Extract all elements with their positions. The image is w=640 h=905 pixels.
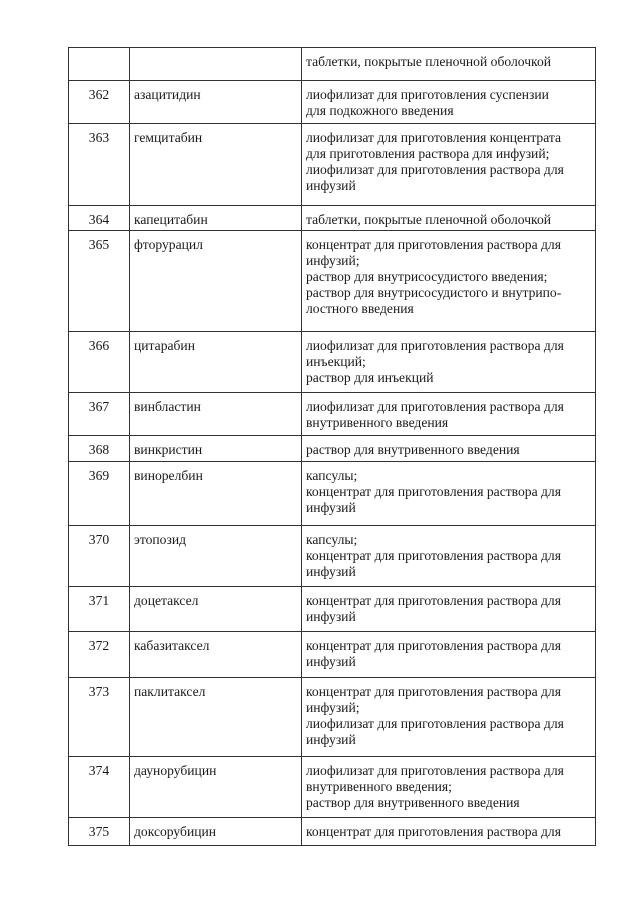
table-row [69,632,596,678]
table-row [69,436,596,462]
drug-name-cell: доксорубицин [130,818,302,846]
row-number-cell: 370 [69,526,130,587]
dosage-form-cell: концентрат для приготовления раствора для инфузий [302,632,596,678]
dosage-form-cell: капсулы; концентрат для приготовления раствора для инфузий [302,526,596,587]
row-number-cell: 365 [69,231,130,332]
table-row [69,757,596,818]
drug-name-cell: фторурацил [130,231,302,332]
table-row [69,124,596,206]
table-row [69,81,596,124]
table-row [69,587,596,632]
table-row [69,231,596,332]
row-number-cell: 366 [69,332,130,393]
row-number-cell: 362 [69,81,130,124]
row-number-cell: 372 [69,632,130,678]
dosage-form-cell: концентрат для приготовления раствора для [302,818,596,846]
drug-name-cell: винкристин [130,436,302,462]
drug-name-cell: паклитаксел [130,678,302,757]
row-number-cell: 373 [69,678,130,757]
drug-name-cell: азацитидин [130,81,302,124]
dosage-form-cell: концентрат для приготовления раствора для инфузий; лиофилизат для приготовления раствора для инфузий [302,678,596,757]
drug-name-cell: даунорубицин [130,757,302,818]
drug-name-cell: винбластин [130,393,302,436]
drug-name-cell: капецитабин [130,206,302,231]
row-number-cell: 374 [69,757,130,818]
row-number-cell: 369 [69,462,130,526]
drug-name-cell: доцетаксел [130,587,302,632]
row-number-cell: 363 [69,124,130,206]
drug-name-cell: винорелбин [130,462,302,526]
dosage-form-cell: таблетки, покрытые пленочной оболочкой [302,206,596,231]
table-row [69,48,596,81]
dosage-form-cell: лиофилизат для приготовления раствора для внутривенного введения [302,393,596,436]
row-number-cell: 368 [69,436,130,462]
drug-table [68,47,596,846]
drug-name-cell: гемцитабин [130,124,302,206]
drug-name-cell: кабазитаксел [130,632,302,678]
row-number-cell: 371 [69,587,130,632]
row-number-cell: 367 [69,393,130,436]
row-number-cell [69,48,130,81]
row-number-cell: 364 [69,206,130,231]
table-row [69,206,596,231]
table-row [69,526,596,587]
dosage-form-cell: концентрат для приготовления раствора для инфузий [302,587,596,632]
drug-name-cell: цитарабин [130,332,302,393]
table-row [69,462,596,526]
dosage-form-cell: концентрат для приготовления раствора для инфузий; раствор для внутрисосудистого введения; раствор для внутрисосудистого и внутрипо- лостного введения [302,231,596,332]
dosage-form-cell: капсулы; концентрат для приготовления раствора для инфузий [302,462,596,526]
table-row [69,678,596,757]
drug-name-cell [130,48,302,81]
drug-name-cell: этопозид [130,526,302,587]
dosage-form-cell: лиофилизат для приготовления концентрата для приготовления раствора для инфузий; лиофилизат для приготовления раствора для инфузий [302,124,596,206]
table-row [69,818,596,846]
dosage-form-cell: таблетки, покрытые пленочной оболочкой [302,48,596,81]
table-row [69,393,596,436]
table-row [69,332,596,393]
row-number-cell: 375 [69,818,130,846]
dosage-form-cell: лиофилизат для приготовления раствора для внутривенного введения; раствор для внутривенного введения [302,757,596,818]
drug-table-body [69,48,596,846]
dosage-form-cell: лиофилизат для приготовления раствора для инъекций; раствор для инъекций [302,332,596,393]
dosage-form-cell: раствор для внутривенного введения [302,436,596,462]
dosage-form-cell: лиофилизат для приготовления суспензии для подкожного введения [302,81,596,124]
